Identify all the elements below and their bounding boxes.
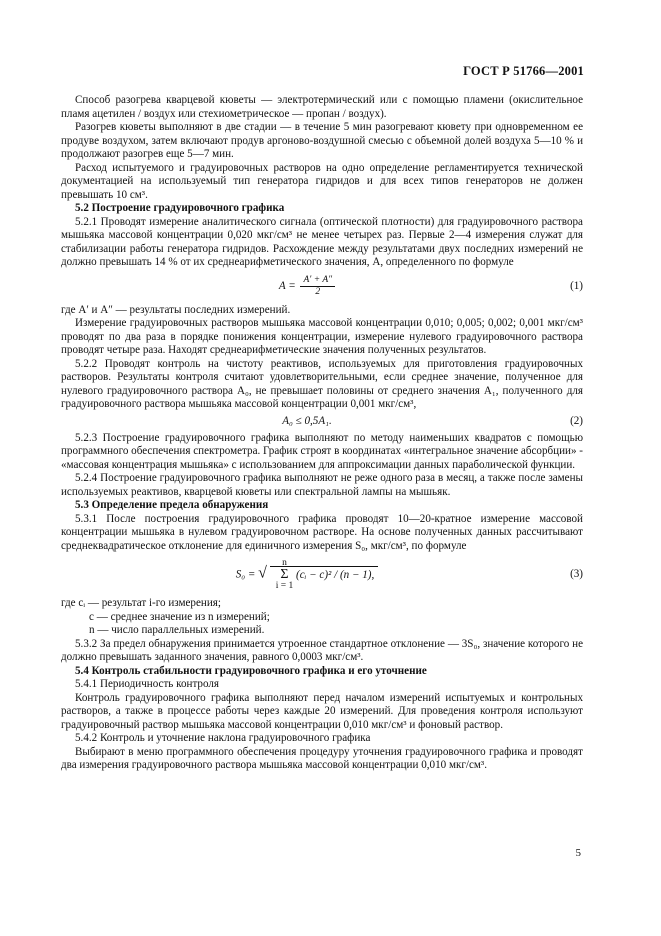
formula-number: (1) xyxy=(570,279,583,292)
formula-3-body: (cᵢ − c)² / (n − 1), xyxy=(296,568,375,581)
formula-1-denominator: 2 xyxy=(315,287,321,297)
page-number: 5 xyxy=(575,847,581,859)
paragraph: где A′ и A″ — результаты последних измерений. xyxy=(61,303,291,316)
formula-2-body: A₀ ≤ 0,5A₁. xyxy=(282,414,332,427)
paragraph: 5.2.2 Проводят контроль на чистоту реактивов, используемых для приготовления градуировочных растворов. Результаты контроля считают удовлетворительными, если среднее значение, полученное для нулевого градуировочного раствора A₀, не превышает половины от среднего значения A₁, полученного для градуировочного раствора мышьяка массовой концентрации 0,001 мкг/см³, xyxy=(61,357,583,410)
formula-1-fraction xyxy=(300,275,335,298)
paragraph: c — среднее значение из n измерений; xyxy=(89,610,270,623)
sum-lower: i = 1 xyxy=(275,581,294,591)
section-heading: 5.3 Определение предела обнаружения xyxy=(75,499,269,511)
formula-1-left: A = xyxy=(278,280,296,293)
standard-header: ГОСТ Р 51766—2001 xyxy=(463,64,584,78)
paragraph: 5.2.1 Проводят измерение аналитического сигнала (оптической плотности) для градуировочного раствора мышьяка массовой концентрации 0,020 мкг/см³ не менее четырех раз. Первые 2—4 измерения служат для стабилизации работы генератора гидридов. Расхождение между результатами двух последних измерений не должно превышать 14 % от их среднеарифметического значения, A, определенного по формуле xyxy=(61,215,583,268)
paragraph: n — число параллельных измерений. xyxy=(89,624,265,636)
sum-icon: n Σ i = 1 xyxy=(275,558,294,591)
paragraph: Разогрев кюветы выполняют в две стадии — в течение 5 мин разогревают кювету при одновременном ее продуве воздухом, затем включают продув аргоново-воздушной смесью с объемной долей воздуха 5—10 % и продолжают разогрев еще 5—7 мин. xyxy=(61,121,583,160)
paragraph: 5.2.4 Построение градуировочного графика выполняют не реже одного раза в месяц, а также после замены используемых реактивов, кварцевой кюветы или спектральной лампы на мышьяк. xyxy=(61,472,583,498)
formula-number: (3) xyxy=(570,568,583,581)
paragraph: 5.3.2 За предел обнаружения принимается утроенное стандартное отклонение — 3S₀, значение которого не должно превышать заданного значения, равного 0,0003 мкг/см³. xyxy=(61,637,583,663)
paragraph: Способ разогрева кварцевой кюветы — электротермический или с помощью пламени (окислительное пламя ацетилен / воздух или стехиометрическое — пропан / воздух). xyxy=(61,94,583,120)
formula-number: (2) xyxy=(570,414,583,427)
document-body xyxy=(61,94,583,773)
section-heading: 5.2 Построение градуировочного графика xyxy=(75,202,285,214)
paragraph: 5.4.2 Контроль и уточнение наклона градуировочного графика xyxy=(75,732,371,744)
paragraph: 5.3.1 После построения градуировочного графика проводят 10—20-кратное измерение массовой концентрации мышьяка в нулевом градуировочном растворе. На основе полученных данных рассчитывают среднеквадратическое отклонение для единичного измерения S₀, мкг/см³, по формуле xyxy=(61,512,583,552)
paragraph: Расход испытуемого и градуировочных растворов на одно определение регламентируется технической документацией на используемый тип генератора гидридов и для всех типов генераторов не должен превышать 10 см³. xyxy=(61,161,583,201)
formula-3 xyxy=(61,553,583,597)
formula-3-left: S₀ = xyxy=(235,568,256,581)
paragraph: Измерение градуировочных растворов мышьяка массовой концентрации 0,010; 0,005; 0,002; 0,001 мкг/см³ проводят по два раза в порядке понижения концентрации, измерение нулевого градуировочного раствора проводят четыре раза. Находят среднеарифметические значения полученных результатов. xyxy=(61,317,583,356)
paragraph: 5.4.1 Периодичность контроля xyxy=(75,678,220,690)
paragraph: Контроль градуировочного графика выполняют перед началом измерений испытуемых и контрольных растворов, а также в процессе работы через каждые 20 измерений. Для проведения контроля используют градуировочный раствор мышьяка массовой концентрации 0,010 мкг/см³ и фоновый раствор. xyxy=(61,691,583,731)
paragraph: Выбирают в меню программного обеспечения процедуру уточнения градуировочного графика и проводят два измерения градуировочного раствора мышьяка массовой концентрации 0,010 мкг/см³. xyxy=(61,745,583,771)
paragraph: 5.2.3 Построение градуировочного графика выполняют по методу наименьших квадратов с помощью программного обеспечения спектрометра. График строят в координатах «интегральное значение абсорбции» - «массовая концентрация мышьяка» с использованием для аппроксимации данных параболической функции. xyxy=(61,431,583,471)
sqrt-icon: √ xyxy=(258,564,267,582)
formula-2 xyxy=(61,412,583,432)
sum-upper: n xyxy=(282,558,287,568)
formula-1 xyxy=(61,270,583,304)
section-heading: 5.4 Контроль стабильности градуировочного графика и его уточнение xyxy=(75,664,427,677)
formula-1-numerator: A′ + A″ xyxy=(300,275,335,287)
paragraph: где cᵢ — результат i-го измерения; xyxy=(61,597,221,609)
formula-3-radicand xyxy=(270,558,379,591)
